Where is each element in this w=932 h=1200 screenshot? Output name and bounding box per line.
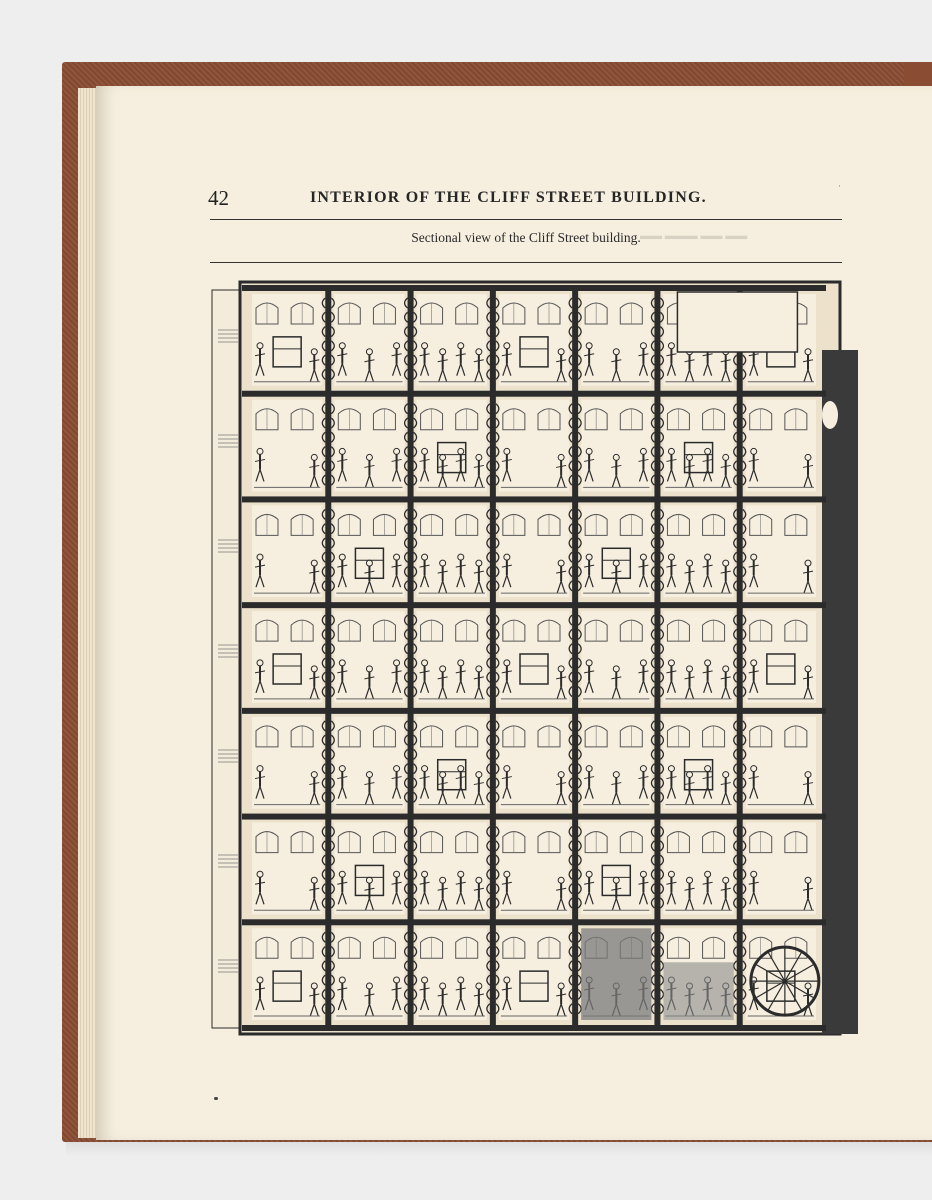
skylight-room — [677, 292, 797, 352]
floor-beam — [242, 602, 826, 608]
page-speck — [214, 1097, 218, 1100]
page-number: 42 — [208, 186, 229, 210]
floor-beam — [242, 285, 826, 291]
iron-column — [325, 288, 331, 1028]
corner-mark: · — [838, 181, 841, 191]
floor-beam — [242, 919, 826, 925]
floor-beam — [242, 708, 826, 714]
right-wall — [822, 350, 858, 1034]
floor-beam — [242, 391, 826, 397]
cover-corner — [904, 62, 932, 86]
floor-beam — [242, 496, 826, 502]
iron-column — [572, 288, 578, 1028]
basement-room — [581, 928, 651, 1020]
iron-column — [408, 288, 414, 1028]
wall-opening — [822, 401, 838, 429]
caption-rule — [210, 262, 842, 263]
building-illustration — [210, 270, 860, 1040]
figure-caption: Sectional view of the Cliff Street building. — [411, 230, 641, 245]
iron-column — [490, 288, 496, 1028]
chapter-title: INTERIOR OF THE CLIFF STREET BUILDING. — [310, 189, 707, 206]
floor-beam — [242, 1025, 826, 1031]
running-head — [208, 186, 842, 216]
iron-column — [654, 288, 660, 1028]
iron-column — [737, 288, 743, 1028]
top-rule — [210, 219, 842, 220]
engraving-svg — [210, 270, 860, 1040]
show-through-text: ▬▬ ▬▬▬ ▬▬ ▬▬ — [640, 230, 748, 242]
basement-room — [663, 962, 733, 1020]
floor-beam — [242, 814, 826, 820]
